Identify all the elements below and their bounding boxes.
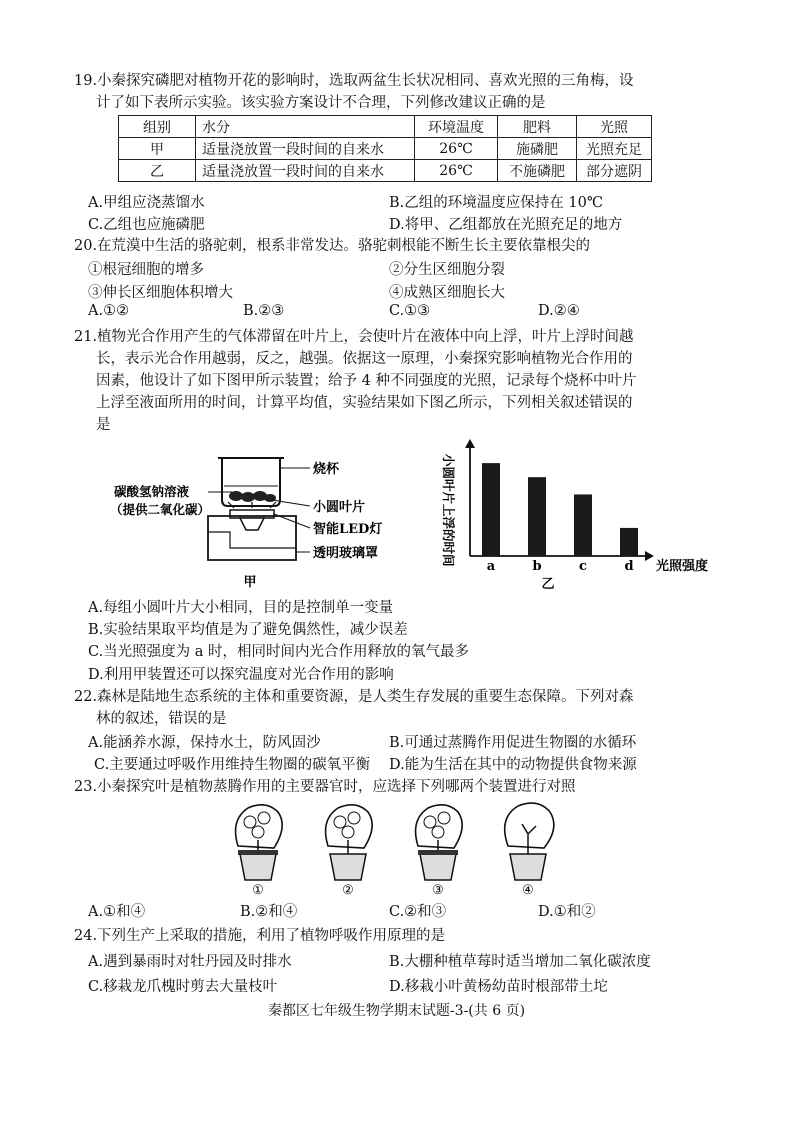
chart-xticks xyxy=(487,559,634,574)
device-4 xyxy=(505,803,554,880)
label-solution: 碳酸氢钠溶液 xyxy=(114,484,190,499)
table-cell: 部分遮阴 xyxy=(577,160,652,182)
q21-stem-line3: 因素，他设计了如下图甲所示装置；给予 4 种不同强度的光照，记录每个烧杯中叶片 xyxy=(96,373,637,389)
chart-xtick-label: b xyxy=(532,559,542,574)
label-led: 智能LED灯 xyxy=(313,522,383,537)
q20-option-b: B.②③ xyxy=(243,303,285,319)
question-21 xyxy=(74,326,734,436)
question-19 xyxy=(74,70,734,114)
q19-experiment-table xyxy=(118,115,652,182)
label-leaf: 小圆叶片 xyxy=(313,500,366,515)
table-header-row xyxy=(119,116,652,138)
q23-option-a: A.①和④ xyxy=(88,904,146,920)
question-24 xyxy=(74,925,734,947)
chart-ylabel: 小圆叶片上浮的时间 xyxy=(441,454,456,567)
q22-stem-line2: 林的叙述，错误的是 xyxy=(96,711,227,727)
q21-figure-jia xyxy=(110,448,430,593)
device-1 xyxy=(236,805,283,880)
page-footer: 秦都区七年级生物学期末试题-3-(共 6 页) xyxy=(267,1003,526,1019)
table-cell: 不施磷肥 xyxy=(498,160,577,182)
q21-option-a: A.每组小圆叶片大小相同，目的是控制单一变量 xyxy=(88,600,394,616)
q22-option-d: D.能为生活在其中的动物提供食物来源 xyxy=(389,757,637,773)
q19-stem-line1: 19.小秦探究磷肥对植物开花的影响时，选取两盆生长状况相同、喜欢光照的三角梅，设 xyxy=(74,73,634,89)
table-cell: 26℃ xyxy=(415,160,498,182)
figure-caption-jia: 甲 xyxy=(243,575,257,590)
table-header-cell: 光照 xyxy=(577,116,652,138)
chart-bars xyxy=(482,463,638,556)
chart-xlabel: 光照强度 xyxy=(656,559,709,574)
led-stand xyxy=(240,518,264,530)
chart-xtick-label: c xyxy=(579,559,587,574)
q23-stem: 23.小秦探究叶是植物蒸腾作用的主要器官时，应选择下列哪两个装置进行对照 xyxy=(74,779,576,795)
question-22 xyxy=(74,686,734,730)
table-header-cell: 组别 xyxy=(119,116,196,138)
chart-xtick-label: a xyxy=(486,559,496,574)
q21-stem-line2: 长，表示光合作用越弱，反之，越强。依据这一原理，小秦探究影响植物光合作用的 xyxy=(96,351,633,367)
q23-option-c: C.②和③ xyxy=(389,904,447,920)
q21-stem-line5: 是 xyxy=(96,417,111,433)
q24-stem: 24.下列生产上采取的措施，利用了植物呼吸作用原理的是 xyxy=(74,928,446,944)
label-beaker: 烧杯 xyxy=(313,462,340,477)
table-header-cell: 水分 xyxy=(196,116,415,138)
q20-option-a: A.①② xyxy=(88,303,130,319)
q23-option-d: D.①和② xyxy=(538,904,596,920)
label-cover: 透明玻璃罩 xyxy=(313,546,379,561)
device-label-3: ③ xyxy=(432,883,444,895)
device-label-1: ① xyxy=(252,883,264,895)
glass-cover-inner xyxy=(208,532,296,548)
q20-item-4: ④成熟区细胞长大 xyxy=(389,285,505,301)
label-solution-note: （提供二氧化碳） xyxy=(110,502,211,517)
table-header-cell: 肥料 xyxy=(498,116,577,138)
q20-option-c: C.①③ xyxy=(389,303,431,319)
table-cell: 甲 xyxy=(119,138,196,160)
q20-option-d: D.②④ xyxy=(538,303,580,319)
leaf-disk xyxy=(241,492,255,502)
table-cell: 乙 xyxy=(119,160,196,182)
q19-option-d: D.将甲、乙组都放在光照充足的地方 xyxy=(389,217,623,233)
q21-option-b: B.实验结果取平均值是为了避免偶然性，减少误差 xyxy=(88,622,408,638)
table-cell: 光照充足 xyxy=(577,138,652,160)
q24-option-c: C.移栽龙爪槐时剪去大量枝叶 xyxy=(88,979,278,995)
question-20 xyxy=(74,235,734,257)
table-cell: 26℃ xyxy=(415,138,498,160)
question-23 xyxy=(74,776,734,798)
q22-option-b: B.可通过蒸腾作用促进生物圈的水循环 xyxy=(389,735,637,751)
q22-option-c: C.主要通过呼吸作用维持生物圈的碳氧平衡 xyxy=(94,757,371,773)
table-header-cell: 环境温度 xyxy=(415,116,498,138)
chart-bar-d xyxy=(620,528,638,556)
q24-option-b: B.大棚种植草莓时适当增加二氧化碳浓度 xyxy=(389,954,651,970)
table-cell: 施磷肥 xyxy=(498,138,577,160)
chart-bar-c xyxy=(574,494,592,556)
table-row xyxy=(119,138,652,160)
q21-chart-yi xyxy=(430,438,720,593)
q24-option-a: A.遇到暴雨时对牡丹园及时排水 xyxy=(88,954,292,970)
q20-item-3: ③伸长区细胞体积增大 xyxy=(88,285,233,301)
device-3 xyxy=(416,805,463,880)
x-axis-arrow xyxy=(645,551,654,561)
q19-option-c: C.乙组也应施磷肥 xyxy=(88,217,205,233)
q21-option-c: C.当光照强度为 a 时，相同时间内光合作用释放的氧气最多 xyxy=(88,644,470,660)
q20-item-2: ②分生区细胞分裂 xyxy=(389,262,505,278)
device-label-2: ② xyxy=(342,883,354,895)
q23-devices xyxy=(226,800,566,895)
device-2 xyxy=(326,805,373,880)
q22-option-a: A.能涵养水源，保持水土，防风固沙 xyxy=(88,735,321,751)
table-cell: 适量浇放置一段时间的自来水 xyxy=(196,160,415,182)
q21-stem-line4: 上浮至液面所用的时间，计算平均值，实验结果如下图乙所示，下列相关叙述错误的 xyxy=(96,395,633,411)
table-row xyxy=(119,160,652,182)
q21-stem-line1: 21.植物光合作用产生的气体滞留在叶片上，会使叶片在液体中向上浮，叶片上浮时间越 xyxy=(74,329,634,345)
chart-bar-b xyxy=(528,477,546,556)
q23-option-b: B.②和④ xyxy=(240,904,298,920)
q20-item-1: ①根冠细胞的增多 xyxy=(88,262,204,278)
q19-stem-line2: 计了如下表所示实验。该实验方案设计不合理，下列修改建议正确的是 xyxy=(96,95,546,111)
chart-caption: 乙 xyxy=(541,577,555,592)
q22-stem-line1: 22.森林是陆地生态系统的主体和重要资源，是人类生存发展的重要生态保障。下列对森 xyxy=(74,689,634,705)
device-label-4: ④ xyxy=(522,883,534,895)
q19-option-b: B.乙组的环境温度应保持在 10℃ xyxy=(389,195,604,211)
table-cell: 适量浇放置一段时间的自来水 xyxy=(196,138,415,160)
q19-option-a: A.甲组应浇蒸馏水 xyxy=(88,195,205,211)
chart-bar-a xyxy=(482,463,500,556)
chart-xtick-label: d xyxy=(624,559,634,574)
q20-stem: 20.在荒漠中生活的骆驼刺，根系非常发达。骆驼刺根能不断生长主要依靠根尖的 xyxy=(74,238,591,254)
y-axis-arrow xyxy=(465,439,475,448)
q21-option-d: D.利用甲装置还可以探究温度对光合作用的影响 xyxy=(88,667,394,683)
q24-option-d: D.移栽小叶黄杨幼苗时根部带土坨 xyxy=(389,979,608,995)
